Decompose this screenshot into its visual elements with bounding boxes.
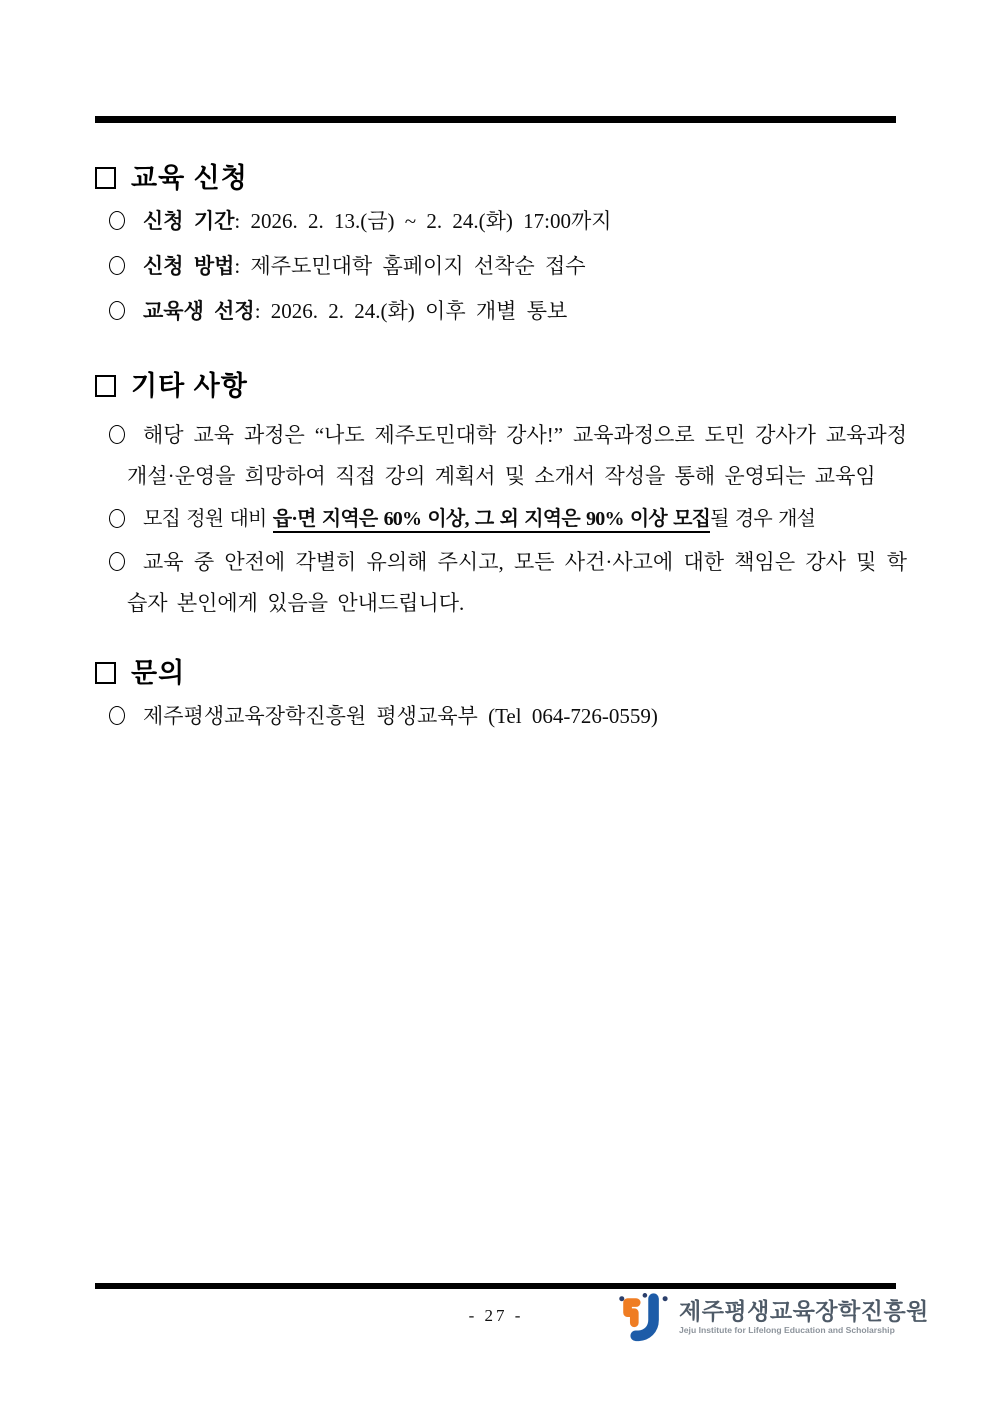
circle-bullet-icon xyxy=(109,425,125,444)
square-bullet-icon xyxy=(95,662,116,684)
item-text: 제주도민대학 홈페이지 선착순 접수 xyxy=(250,254,586,278)
section-title: 기타 사항 xyxy=(131,371,248,401)
list-item-contact xyxy=(95,700,907,732)
item-text: 제주평생교육장학진흥원 평생교육부 (Tel 064-726-0559) xyxy=(143,704,658,728)
item-text: 해당 교육 과정은 “나도 제주도민대학 강사!” 교육과정으로 도민 강사가 교육과정 개설·운영을 희망하여 직접 강의 계획서 및 소개서 작성을 통해 운영되는 교육임 xyxy=(127,423,907,488)
other-items xyxy=(95,415,907,624)
section-heading-contact xyxy=(95,656,907,690)
list-item-course-description xyxy=(95,415,907,497)
item-label: 교육생 선정 xyxy=(143,299,255,323)
document-content xyxy=(95,155,907,745)
list-item-safety-notice xyxy=(95,542,907,624)
section-heading-application xyxy=(95,161,907,195)
circle-bullet-icon xyxy=(109,706,125,725)
application-items xyxy=(95,205,907,327)
list-item-apply-period xyxy=(95,205,907,237)
item-text-prefix: 모집 정원 대비 xyxy=(143,508,273,530)
item-text: 2026. 2. 24.(화) 이후 개별 통보 xyxy=(270,299,568,323)
square-bullet-icon xyxy=(95,167,116,189)
list-item-selection xyxy=(95,295,907,327)
item-label: 신청 방법 xyxy=(143,254,235,278)
org-logo-text xyxy=(679,1298,929,1336)
list-item-apply-method xyxy=(95,250,907,282)
section-title: 교육 신청 xyxy=(131,163,248,193)
contact-items xyxy=(95,700,907,732)
org-logo xyxy=(616,1290,929,1344)
circle-bullet-icon xyxy=(109,301,125,320)
item-label: 신청 기간 xyxy=(143,209,235,233)
item-separator: : xyxy=(254,299,271,323)
section-title: 문의 xyxy=(131,658,186,688)
item-text-suffix: 될 경우 개설 xyxy=(710,508,816,530)
circle-bullet-icon xyxy=(109,211,125,230)
square-bullet-icon xyxy=(95,375,116,397)
top-divider-rule xyxy=(95,116,896,123)
org-logo-icon xyxy=(616,1290,668,1344)
circle-bullet-icon xyxy=(109,256,125,275)
bottom-divider-rule xyxy=(95,1283,896,1289)
org-name-english: Jeju Institute for Lifelong Education and Scholarship xyxy=(679,1325,895,1335)
circle-bullet-icon xyxy=(109,509,125,528)
item-text: 2026. 2. 13.(금) ~ 2. 24.(화) 17:00까지 xyxy=(250,209,612,233)
section-heading-other xyxy=(95,369,907,403)
item-text: 교육 중 안전에 각별히 유의해 주시고, 모든 사건·사고에 대한 책임은 강사 및 학습자 본인에게 있음을 안내드립니다. xyxy=(127,550,907,615)
org-name-korean: 제주평생교육장학진흥원 xyxy=(679,1298,929,1324)
page-number: - 27 - xyxy=(468,1306,524,1325)
list-item-quota-condition xyxy=(95,499,907,540)
item-separator: : xyxy=(234,209,251,233)
item-separator: : xyxy=(234,254,251,278)
circle-bullet-icon xyxy=(109,552,125,571)
item-text-emphasis: 읍·면 지역은 60% 이상, 그 외 지역은 90% 이상 모집 xyxy=(273,508,710,533)
